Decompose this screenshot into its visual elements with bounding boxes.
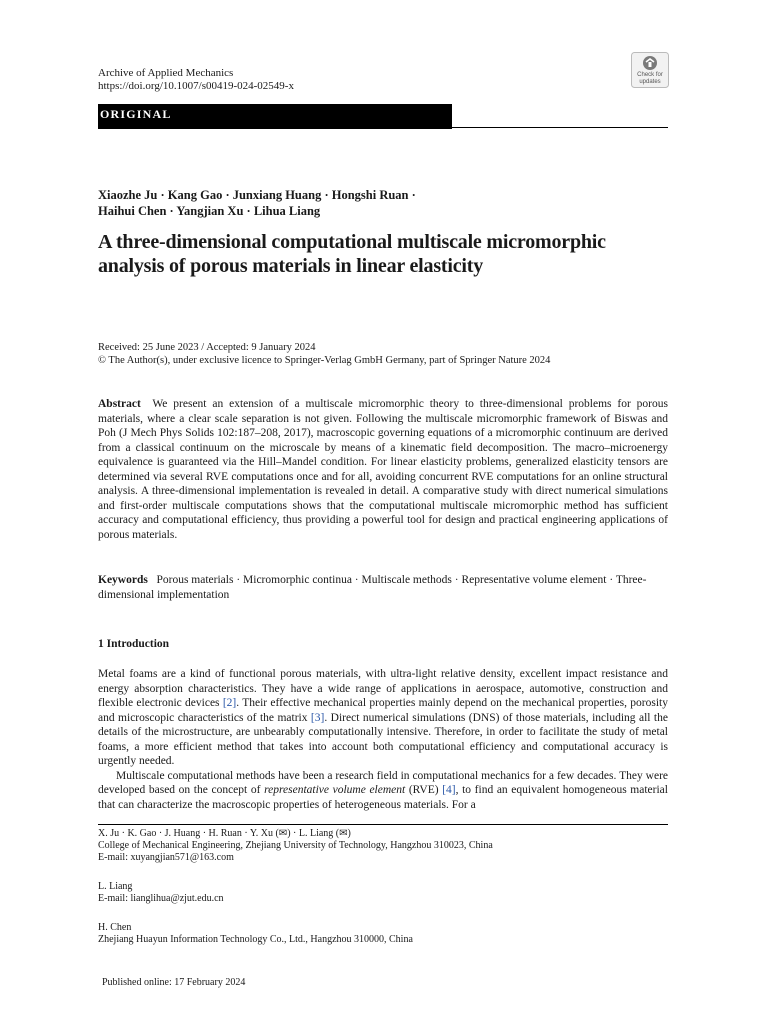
article-type-label: ORIGINAL <box>100 107 172 121</box>
intro-paragraph-2 <box>98 769 668 813</box>
abstract <box>98 397 668 542</box>
affiliation-authors: L. Liang <box>98 881 133 892</box>
intro-emphasis: representative volume element <box>264 784 406 796</box>
received-accepted: Received: 25 June 2023 / Accepted: 9 January 2024 <box>98 342 316 353</box>
copyright: © The Author(s), under exclusive licence to Springer-Verlag GmbH Germany, part of Springer Nature 2024 <box>98 355 551 366</box>
intro-text: Multiscale computational methods have been a research field in computational mechanics for a few decades. They were developed based on the concept of <box>98 769 668 796</box>
abstract-text: We present an extension of a multiscale micromorphic theory to three-dimensional problems for porous materials, where a clear scale separation is not given. Following the multiscale micromorphic framework of Biswas and Poh (J Mech Phys Solids 102:187–208, 2017), macroscopic governing equations of a micromorphic continuum are derived from a classical continuum on the microscale by means of a kinematic field decomposition. The macro–microenergy equivalence is guaranteed via the Hill–Mandel condition. For linear elasticity problems, generalized elasticity tensors are determined via several RVE computations once and for all, avoiding concurrent RVE computations for an online structural analysis. A three-dimensional implementation is revealed in detail. A comparative study with direct numerical simulations and first-order multiscale computations shows that the computational multiscale micromorphic method has sufficient accuracy and computational efficiency, thus providing a powerful tool for design and practical engineering applications of porous materials. <box>98 398 668 541</box>
intro-text: Metal foams are a kind of functional porous materials, with ultra-light relative density, excellent impact resistance and energy absorption characteristics. They have a wide range of applications in aerospace, automotive, construction and flexible electronic devices <box>98 668 668 709</box>
keywords <box>98 573 668 602</box>
citation-link[interactable]: [3] <box>310 711 325 724</box>
section-heading: 1 Introduction <box>98 638 170 650</box>
title-line-2: analysis of porous materials in linear elasticity <box>98 255 484 277</box>
affiliation-1 <box>98 828 493 864</box>
introduction-body <box>98 667 668 812</box>
affiliation-institution: College of Mechanical Engineering, Zhejiang University of Technology, Hangzhou 310023, China <box>98 840 493 851</box>
paper-title <box>98 230 678 278</box>
article-dates <box>98 341 550 367</box>
article-type-bar <box>98 104 452 129</box>
affiliation-authors: H. Chen <box>98 922 132 933</box>
title-line-1: A three-dimensional computational multiscale micromorphic <box>98 231 606 253</box>
doi-link[interactable]: https://doi.org/10.1007/s00419-024-02549-x <box>98 80 294 92</box>
affiliation-email[interactable]: E-mail: xuyangjian571@163.com <box>98 852 234 863</box>
authors <box>98 187 416 219</box>
keywords-label: Keywords <box>98 574 148 586</box>
intro-text: . Direct numerical simulations (DNS) of those materials, including all the details of the microstructure, are unbearably computationally intensive. Therefore, in order to facilitate the study of metal foams, a more efficient method that takes into account both computational efficiency and computational accuracy is urgently needed. <box>98 711 668 767</box>
intro-paragraph-1 <box>98 667 668 769</box>
intro-text: . Their effective mechanical properties mainly depend on the mechanical properties, porosity and microscopic characteristics of the matrix <box>98 697 668 724</box>
intro-text: (RVE) <box>405 784 443 796</box>
affiliation-email[interactable]: E-mail: lianglihua@zjut.edu.cn <box>98 893 224 904</box>
keywords-text: Porous materials · Micromorphic continua · Multiscale methods · Representative volume element · Three-dimensional implementation <box>98 574 647 601</box>
badge-line-2: updates <box>639 79 661 85</box>
abstract-label: Abstract <box>98 398 141 410</box>
affiliation-3 <box>98 922 413 946</box>
badge-line-1: Check for <box>637 72 663 78</box>
citation-link[interactable]: [4] <box>442 784 456 796</box>
affiliation-authors: X. Ju · K. Gao · J. Huang · H. Ruan · Y. Xu (✉) · L. Liang (✉) <box>98 828 351 839</box>
journal-header <box>98 67 294 93</box>
check-for-updates-badge[interactable] <box>631 52 669 88</box>
intro-text: , to find an equivalent homogeneous material that can characterize the macroscopic properties of heterogeneous materials. For a <box>98 784 668 811</box>
affiliation-institution: Zhejiang Huayun Information Technology Co., Ltd., Hangzhou 310000, China <box>98 934 413 945</box>
footnote-rule <box>98 824 668 825</box>
authors-line-2: Haihui Chen · Yangjian Xu · Lihua Liang <box>98 204 321 218</box>
authors-line-1: Xiaozhe Ju · Kang Gao · Junxiang Huang · Hongshi Ruan · <box>98 188 416 202</box>
header-rule <box>98 127 668 128</box>
journal-name: Archive of Applied Mechanics <box>98 67 234 79</box>
affiliation-2 <box>98 881 224 905</box>
published-date: Published online: 17 February 2024 <box>102 977 246 988</box>
citation-link[interactable]: [2] <box>222 697 237 709</box>
